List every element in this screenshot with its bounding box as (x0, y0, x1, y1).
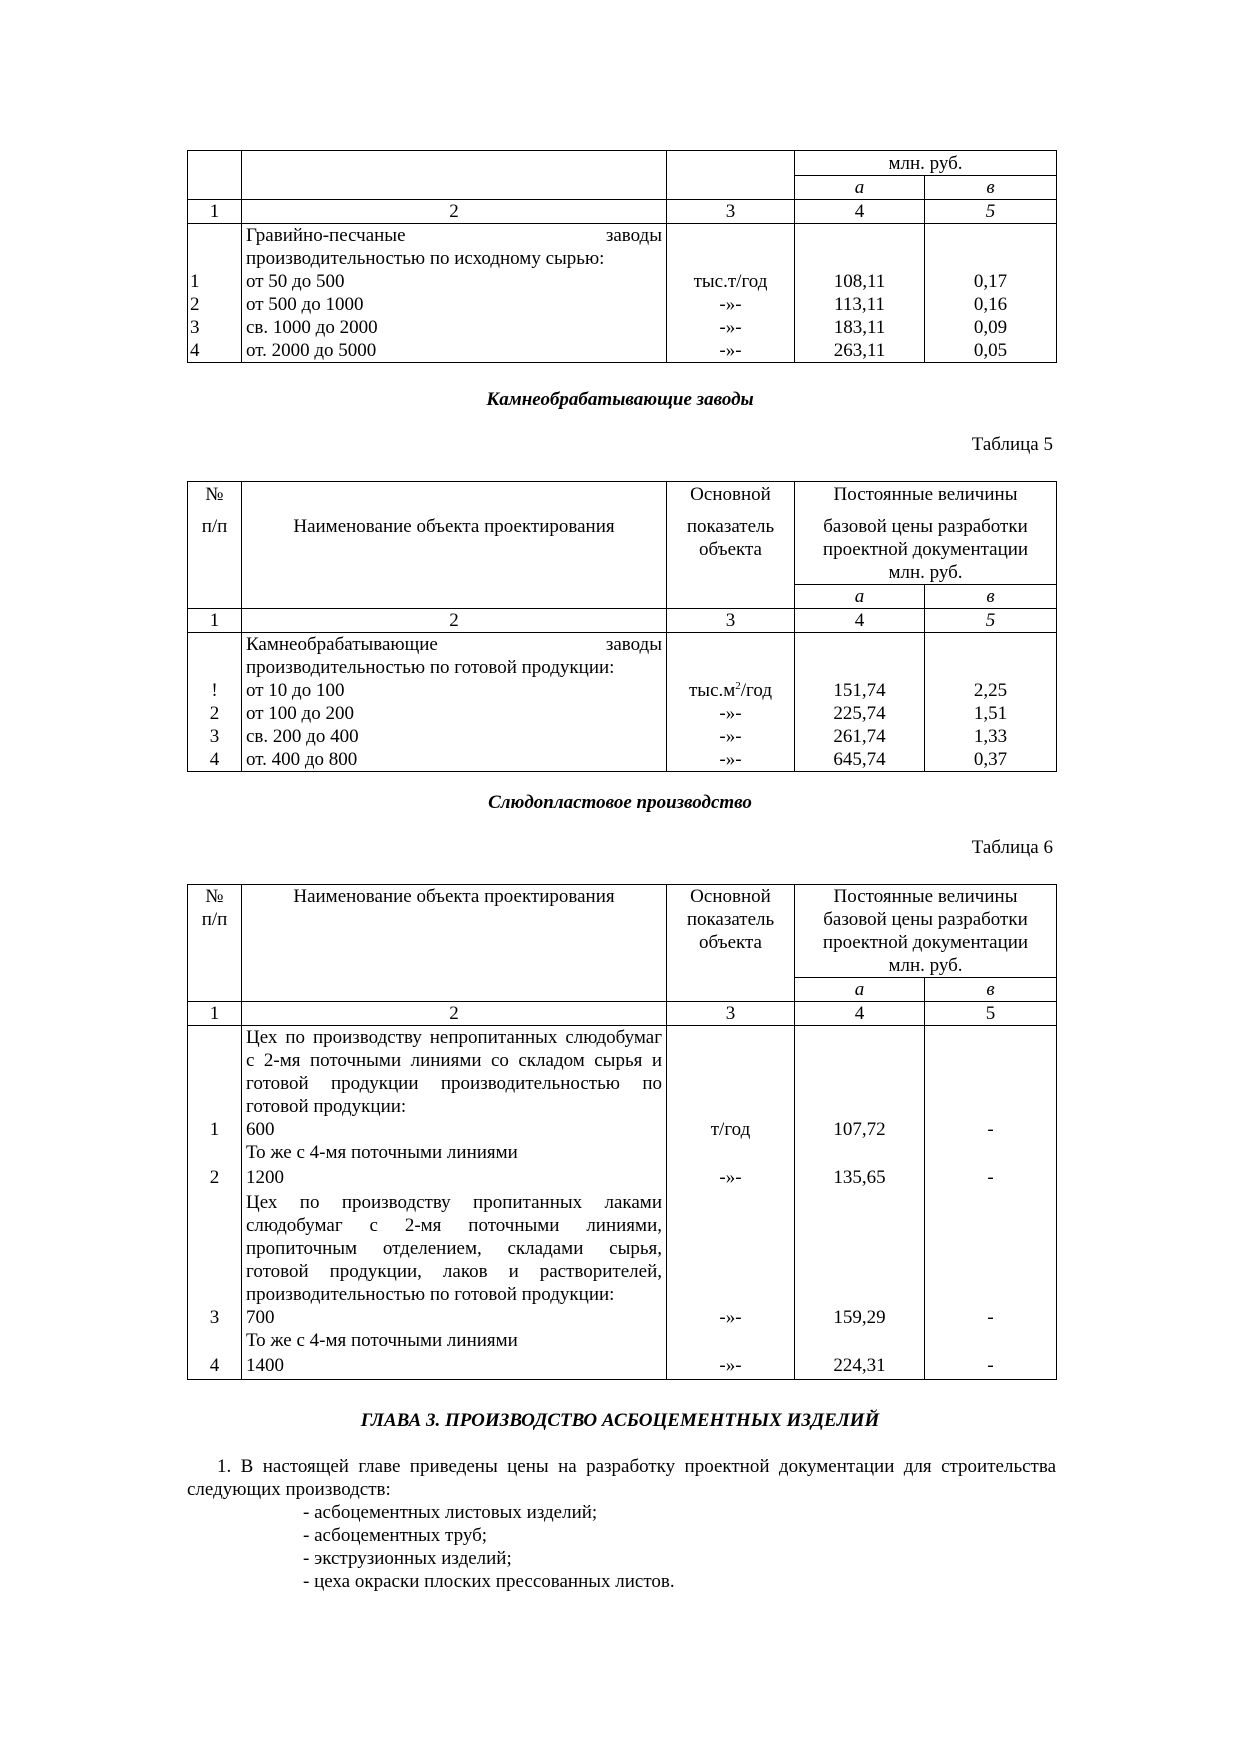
group-title-line1: Камнеобрабатывающие заводы (246, 634, 662, 655)
row-names: Гравийно-песчаные заводы производительностью по исходному сырью: от 50 до 500 от 500 до 1000 св. 1000 до 2000 от. 2000 до 5000 (242, 224, 667, 363)
row-numbers: ! 2 3 4 (188, 633, 242, 772)
group-title-line2: производительностью по готовой продукции: (246, 657, 615, 678)
header-name: Наименование объекта проектирования (242, 885, 667, 1002)
header-sub-a: а (795, 978, 925, 1002)
colnum: 2 (242, 200, 667, 224)
row-values-b: 2,25 1,51 1,33 0,37 (925, 633, 1057, 772)
header-sub-b: в (925, 585, 1057, 609)
same-note-2: То же с 4-мя поточными линиями (246, 1330, 518, 1351)
section-title-stone: Камнеобрабатывающие заводы (486, 389, 754, 410)
colnum: 4 (795, 200, 925, 224)
chapter-title: ГЛАВА 3. ПРОИЗВОДСТВО АСБОЦЕМЕНТНЫХ ИЗДЕЛИЙ (360, 1410, 880, 1431)
header-sub-b: в (925, 978, 1057, 1002)
header-num: № п/п (188, 885, 242, 1002)
section-title-mica: Слюдопластовое производство (488, 792, 752, 813)
colnum: 5 (925, 1002, 1057, 1026)
unit-first: $тыс.м^2$/год (689, 680, 772, 701)
list-item: - цеха окраски плоских прессованных листов. (303, 1571, 675, 1592)
colnum: 5 (925, 609, 1057, 633)
row-units: тыс.т/год -»- -»- -»- (667, 224, 795, 363)
header-indicator: Основной показатель объекта (667, 885, 795, 1002)
colnum: 5 (925, 200, 1057, 224)
header-constants: Постоянные величины базовой цены разработки проектной документации млн. руб. (795, 482, 1057, 585)
header-blank-num (188, 151, 242, 200)
row-units: т/год -»- -»- -»- (667, 1026, 795, 1380)
colnum: 1 (188, 200, 242, 224)
header-name: Наименование объекта проектирования (242, 482, 667, 609)
table-gravel-plants (187, 150, 1057, 363)
colnum: 3 (667, 1002, 795, 1026)
row-values-b: - - - - (925, 1026, 1057, 1380)
same-note-1: То же с 4-мя поточными линиями (246, 1142, 518, 1163)
header-constants: Постоянные величины базовой цены разработки проектной документации млн. руб. (795, 885, 1057, 978)
colnum: 3 (667, 200, 795, 224)
colnum: 4 (795, 609, 925, 633)
row-values-a: 151,74 225,74 261,74 645,74 (795, 633, 925, 772)
header-num: № п/п (188, 482, 242, 609)
table-5-stone-plants (187, 481, 1057, 772)
header-indicator: Основной показатель объекта (667, 482, 795, 609)
header-blank-name (242, 151, 667, 200)
row-numbers: 1 2 3 4 (188, 224, 242, 363)
header-unit: млн. руб. (795, 151, 1057, 176)
production-list (303, 1501, 675, 1593)
list-item: - асбоцементных труб; (303, 1525, 488, 1546)
list-item: - асбоцементных листовых изделий; (303, 1502, 598, 1523)
row-values-b: 0,17 0,16 0,09 0,05 (925, 224, 1057, 363)
group-title-line1: Гравийно-песчаные заводы (246, 225, 662, 246)
header-sub-b: в (925, 176, 1057, 200)
row-values-a: 108,11 113,11 183,11 263,11 (795, 224, 925, 363)
header-sub-a: а (795, 585, 925, 609)
colnum: 2 (242, 609, 667, 633)
row-units: $тыс.м^2$/год -»- -»- -»- (667, 633, 795, 772)
description-2: Цех по производству пропитанных лаками слюдобумаг с 2-мя поточными линиями, пропиточным отделением, складами сырья, готовой продукции, лаков и растворителей, производительностью по готовой продукции: (246, 1192, 662, 1305)
row-names: Цех по производству непропитанных слюдобумаг с 2-мя поточными линиями со складом сырья и готовой продукции производительностью по готовой продукции: 600 То же с 4-мя поточными линиями 1200 Цех по производству пропитанных лаками слюдобумаг с 2-мя поточными линиями, пропиточным отделением, складами сырья, готовой продукции, лаков и растворителей, производительностью по готовой продукции: 700 То же с 4-мя поточными линиями 1400 (242, 1026, 667, 1380)
description-1: Цех по производству непропитанных слюдобумаг с 2-мя поточными линиями со складом сырья и готовой продукции производительностью по готовой продукции: (246, 1027, 662, 1117)
header-sub-a: а (795, 176, 925, 200)
list-item: - экструзионных изделий; (303, 1548, 512, 1569)
chapter-paragraph: 1. В настоящей главе приведены цены на разработку проектной документации для строительства следующих производств: (187, 1456, 1056, 1500)
colnum: 3 (667, 609, 795, 633)
colnum: 4 (795, 1002, 925, 1026)
header-blank-indicator (667, 151, 795, 200)
row-values-a: 107,72 135,65 159,29 224,31 (795, 1026, 925, 1380)
colnum: 1 (188, 609, 242, 633)
row-names: Камнеобрабатывающие заводы производительностью по готовой продукции: от 10 до 100 от 100 до 200 св. 200 до 400 от. 400 до 800 (242, 633, 667, 772)
table-label-5: Таблица 5 (971, 434, 1053, 455)
table-label-6: Таблица 6 (971, 837, 1053, 858)
row-numbers: 1 2 3 4 (188, 1026, 242, 1380)
table-6-mica-production (187, 884, 1057, 1380)
group-title-line2: производительностью по исходному сырью: (246, 248, 605, 269)
colnum: 2 (242, 1002, 667, 1026)
colnum: 1 (188, 1002, 242, 1026)
